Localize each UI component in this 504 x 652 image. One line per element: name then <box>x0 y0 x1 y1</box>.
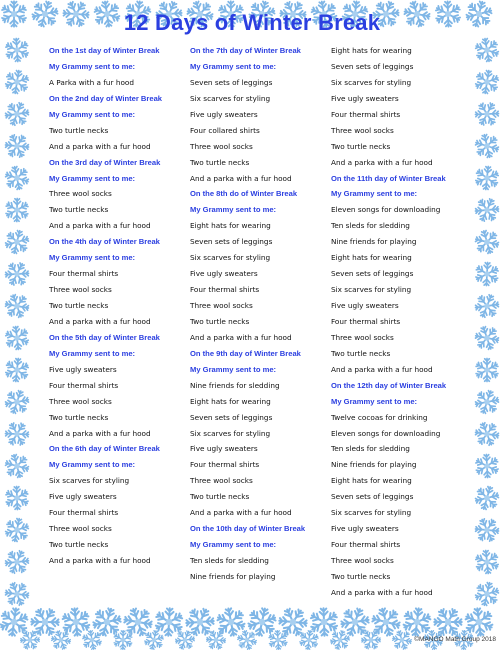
verse-line: Four collared shirts <box>190 125 260 135</box>
snowflake-icon <box>1 322 34 355</box>
verse-line: Five ugly sweaters <box>49 364 117 374</box>
snowflake-icon <box>4 357 30 382</box>
verse-heading: My Grammy sent to me: <box>49 61 136 71</box>
verse-line: And a parka with a fur hood <box>49 428 151 438</box>
verse-heading: On the 11th day of Winter Break <box>331 173 446 183</box>
snowflake-icon <box>471 546 503 578</box>
verse-line: And a parka with a fur hood <box>49 556 151 565</box>
verse-heading: My Grammy sent to me: <box>190 61 277 71</box>
verse-line: Three wool socks <box>49 285 112 295</box>
verse-line: A Parka with a fur hood <box>49 77 135 87</box>
verse-line: Eleven songs for downloading <box>331 428 441 438</box>
verse-line: Seven sets of leggings <box>190 77 273 87</box>
verse-line: Nine friends for sledding <box>190 380 280 390</box>
verse-line: Three wool socks <box>331 332 394 342</box>
verse-heading: My Grammy sent to me: <box>49 109 136 119</box>
verse-heading: My Grammy sent to me: <box>190 540 277 550</box>
snowflake-icon <box>473 580 501 608</box>
page-title: 12 Days of Winter Break <box>123 10 381 35</box>
snowflake-icon <box>471 322 504 355</box>
verse-line: Two turtle necks <box>331 141 391 151</box>
verse-line: Five ugly sweaters <box>331 301 399 310</box>
verse-line: Three wool socks <box>49 189 112 199</box>
verse-line: Ten sleds for sledding <box>331 444 410 454</box>
verse-line: Two turtle necks <box>49 125 109 135</box>
verse-line: Five ugly sweaters <box>190 269 258 279</box>
snowflake-icon <box>474 69 501 95</box>
verse-column-1 <box>49 43 191 569</box>
verse-line: Eleven songs for downloading <box>331 205 441 215</box>
snowflake-icon <box>2 547 33 578</box>
verse-line: Seven sets of leggings <box>331 492 414 502</box>
verse-line: Three wool socks <box>190 301 253 310</box>
verse-line: Two turtle necks <box>190 157 250 167</box>
verse-heading: On the 10th day of Winter Break <box>190 524 306 534</box>
verse-heading: On the 2nd day of Winter Break <box>49 93 163 103</box>
verse-line: Three wool socks <box>190 141 253 151</box>
verse-line: Seven sets of leggings <box>190 412 273 422</box>
verse-column-2 <box>190 43 332 585</box>
snowflake-icon <box>2 99 32 129</box>
verse-line: Four thermal shirts <box>190 460 260 470</box>
snowflake-icon <box>1 34 33 66</box>
verse-line: Six scarves for styling <box>331 508 412 518</box>
snowflake-icon <box>1 258 32 289</box>
snowflake-icon <box>471 34 504 67</box>
verse-line: Two turtle necks <box>49 540 109 550</box>
verse-line: Eight hats for wearing <box>331 253 412 263</box>
snowflake-icon <box>475 358 498 381</box>
verse-line: Eight hats for wearing <box>331 46 412 55</box>
snowflake-icon <box>472 195 503 226</box>
snowflake-icon <box>143 629 165 651</box>
snowflake-icon <box>471 450 503 482</box>
verse-heading: On the 3rd day of Winter Break <box>49 157 161 167</box>
verse-heading: On the 8th do of Winter Break <box>190 189 298 199</box>
verse-line: Four thermal shirts <box>190 285 260 295</box>
verse-line: Nine friends for playing <box>331 237 417 247</box>
verse-line: And a parka with a fur hood <box>190 332 292 342</box>
verse-heading: My Grammy sent to me: <box>49 348 136 358</box>
verse-line: Three wool socks <box>190 476 253 486</box>
verse-line: And a parka with a fur hood <box>49 221 151 231</box>
snowflake-icon <box>1 162 34 195</box>
verse-line: Five ugly sweaters <box>190 444 258 454</box>
verse-line: Two turtle necks <box>190 316 250 326</box>
verse-line: Seven sets of leggings <box>190 237 273 247</box>
verse-line: And a parka with a fur hood <box>190 173 292 183</box>
verse-heading: My Grammy sent to me: <box>49 253 136 263</box>
snowflake-icon <box>328 628 352 652</box>
snowflake-icon <box>119 603 158 642</box>
verse-line: Six scarves for styling <box>190 93 271 103</box>
verse-line: Two turtle necks <box>190 492 250 502</box>
verse-line: And a parka with a fur hood <box>49 141 151 151</box>
snowflake-icon <box>3 516 30 543</box>
verse-line: Two turtle necks <box>49 205 109 215</box>
verse-line: Two turtle necks <box>49 412 109 422</box>
verse-line: And a parka with a fur hood <box>49 316 151 326</box>
copyright-notice: ©MANGO Math Group 2018 <box>414 636 496 643</box>
verse-line: Four thermal shirts <box>49 380 119 390</box>
snowflake-icon <box>475 262 500 286</box>
verse-line: Four thermal shirts <box>49 508 119 518</box>
verse-line: And a parka with a fur hood <box>331 587 433 597</box>
snowflake-icon <box>1 578 34 611</box>
verse-heading: My Grammy sent to me: <box>331 396 418 406</box>
verse-line: Six scarves for styling <box>190 253 271 263</box>
verse-heading: My Grammy sent to me: <box>331 189 418 199</box>
snowflake-icon <box>472 387 502 416</box>
snowflake-icon <box>471 418 504 451</box>
verse-heading: On the 1st day of Winter Break <box>49 46 160 55</box>
verse-line: Eight hats for wearing <box>190 221 271 231</box>
verse-column-3 <box>331 43 473 601</box>
verse-line: Four thermal shirts <box>331 316 401 326</box>
verse-line: Five ugly sweaters <box>331 93 399 103</box>
verse-line: Seven sets of leggings <box>331 269 414 279</box>
verse-line: Nine friends for playing <box>190 571 276 581</box>
verse-line: Six scarves for styling <box>190 428 271 438</box>
snowflake-icon <box>1 450 34 483</box>
verse-line: Six scarves for styling <box>331 285 412 295</box>
verse-line: And a parka with a fur hood <box>331 157 433 167</box>
snowflake-icon <box>1 130 33 162</box>
verse-heading: On the 6th day of Winter Break <box>49 444 160 454</box>
verse-line: Ten sleds for sledding <box>190 556 269 565</box>
verse-heading: On the 4th day of Winter Break <box>49 237 160 247</box>
verse-line: And a parka with a fur hood <box>331 364 433 374</box>
snowflake-icon <box>2 387 32 416</box>
verse-heading: On the 7th day of Winter Break <box>190 46 301 55</box>
verse-line: Four thermal shirts <box>331 109 401 119</box>
verse-heading: My Grammy sent to me: <box>190 364 277 374</box>
verse-line: Four thermal shirts <box>331 540 401 550</box>
verse-line: Three wool socks <box>49 524 112 534</box>
snowflake-icon <box>4 69 31 95</box>
snowflake-icon <box>5 198 29 222</box>
snowflake-icon <box>473 484 502 513</box>
snowflake-icon <box>3 228 31 256</box>
verse-heading: On the 5th day of Winter Break <box>49 332 160 342</box>
verse-line: Seven sets of leggings <box>331 61 414 71</box>
verse-line: Five ugly sweaters <box>190 109 258 119</box>
verse-line: Ten sleds for sledding <box>331 221 410 231</box>
verse-line: Three wool socks <box>49 396 112 406</box>
verse-line: Four thermal shirts <box>49 269 119 279</box>
verse-line: And a parka with a fur hood <box>190 508 292 518</box>
snowflake-icon <box>471 226 504 259</box>
verse-line: Six scarves for styling <box>331 77 412 87</box>
verse-line: Three wool socks <box>331 125 394 135</box>
snowflake-icon <box>472 291 502 321</box>
verse-line: Five ugly sweaters <box>331 524 399 534</box>
verse-line: Two turtle necks <box>331 571 391 581</box>
snowflake-icon <box>1 418 33 450</box>
snowflake-icon <box>57 603 96 642</box>
verse-heading: My Grammy sent to me: <box>190 205 277 215</box>
snowflake-icon <box>1 482 33 514</box>
snowflake-icon <box>471 98 502 129</box>
verse-heading: My Grammy sent to me: <box>49 460 136 470</box>
snowflake-icon <box>471 514 503 546</box>
snowflake-icon <box>1 290 34 323</box>
verse-line: Two turtle necks <box>331 348 391 358</box>
snowflake-icon <box>274 603 313 641</box>
verse-line: Six scarves for styling <box>49 476 130 486</box>
snowflake-icon <box>474 165 500 190</box>
verse-heading: My Grammy sent to me: <box>49 173 136 183</box>
verse-heading: On the 9th day of Winter Break <box>190 348 301 358</box>
verse-line: Two turtle necks <box>49 301 109 310</box>
verse-line: Eight hats for wearing <box>190 396 271 406</box>
verse-line: Three wool socks <box>331 556 394 565</box>
verse-line: Eight hats for wearing <box>331 476 412 486</box>
verse-heading: On the 12th day of Winter Break <box>331 380 447 390</box>
verse-line: Twelve cocoas for drinking <box>331 412 428 422</box>
verse-line: Nine friends for playing <box>331 460 417 470</box>
snowflake-icon <box>471 130 504 163</box>
verse-line: Five ugly sweaters <box>49 492 117 502</box>
